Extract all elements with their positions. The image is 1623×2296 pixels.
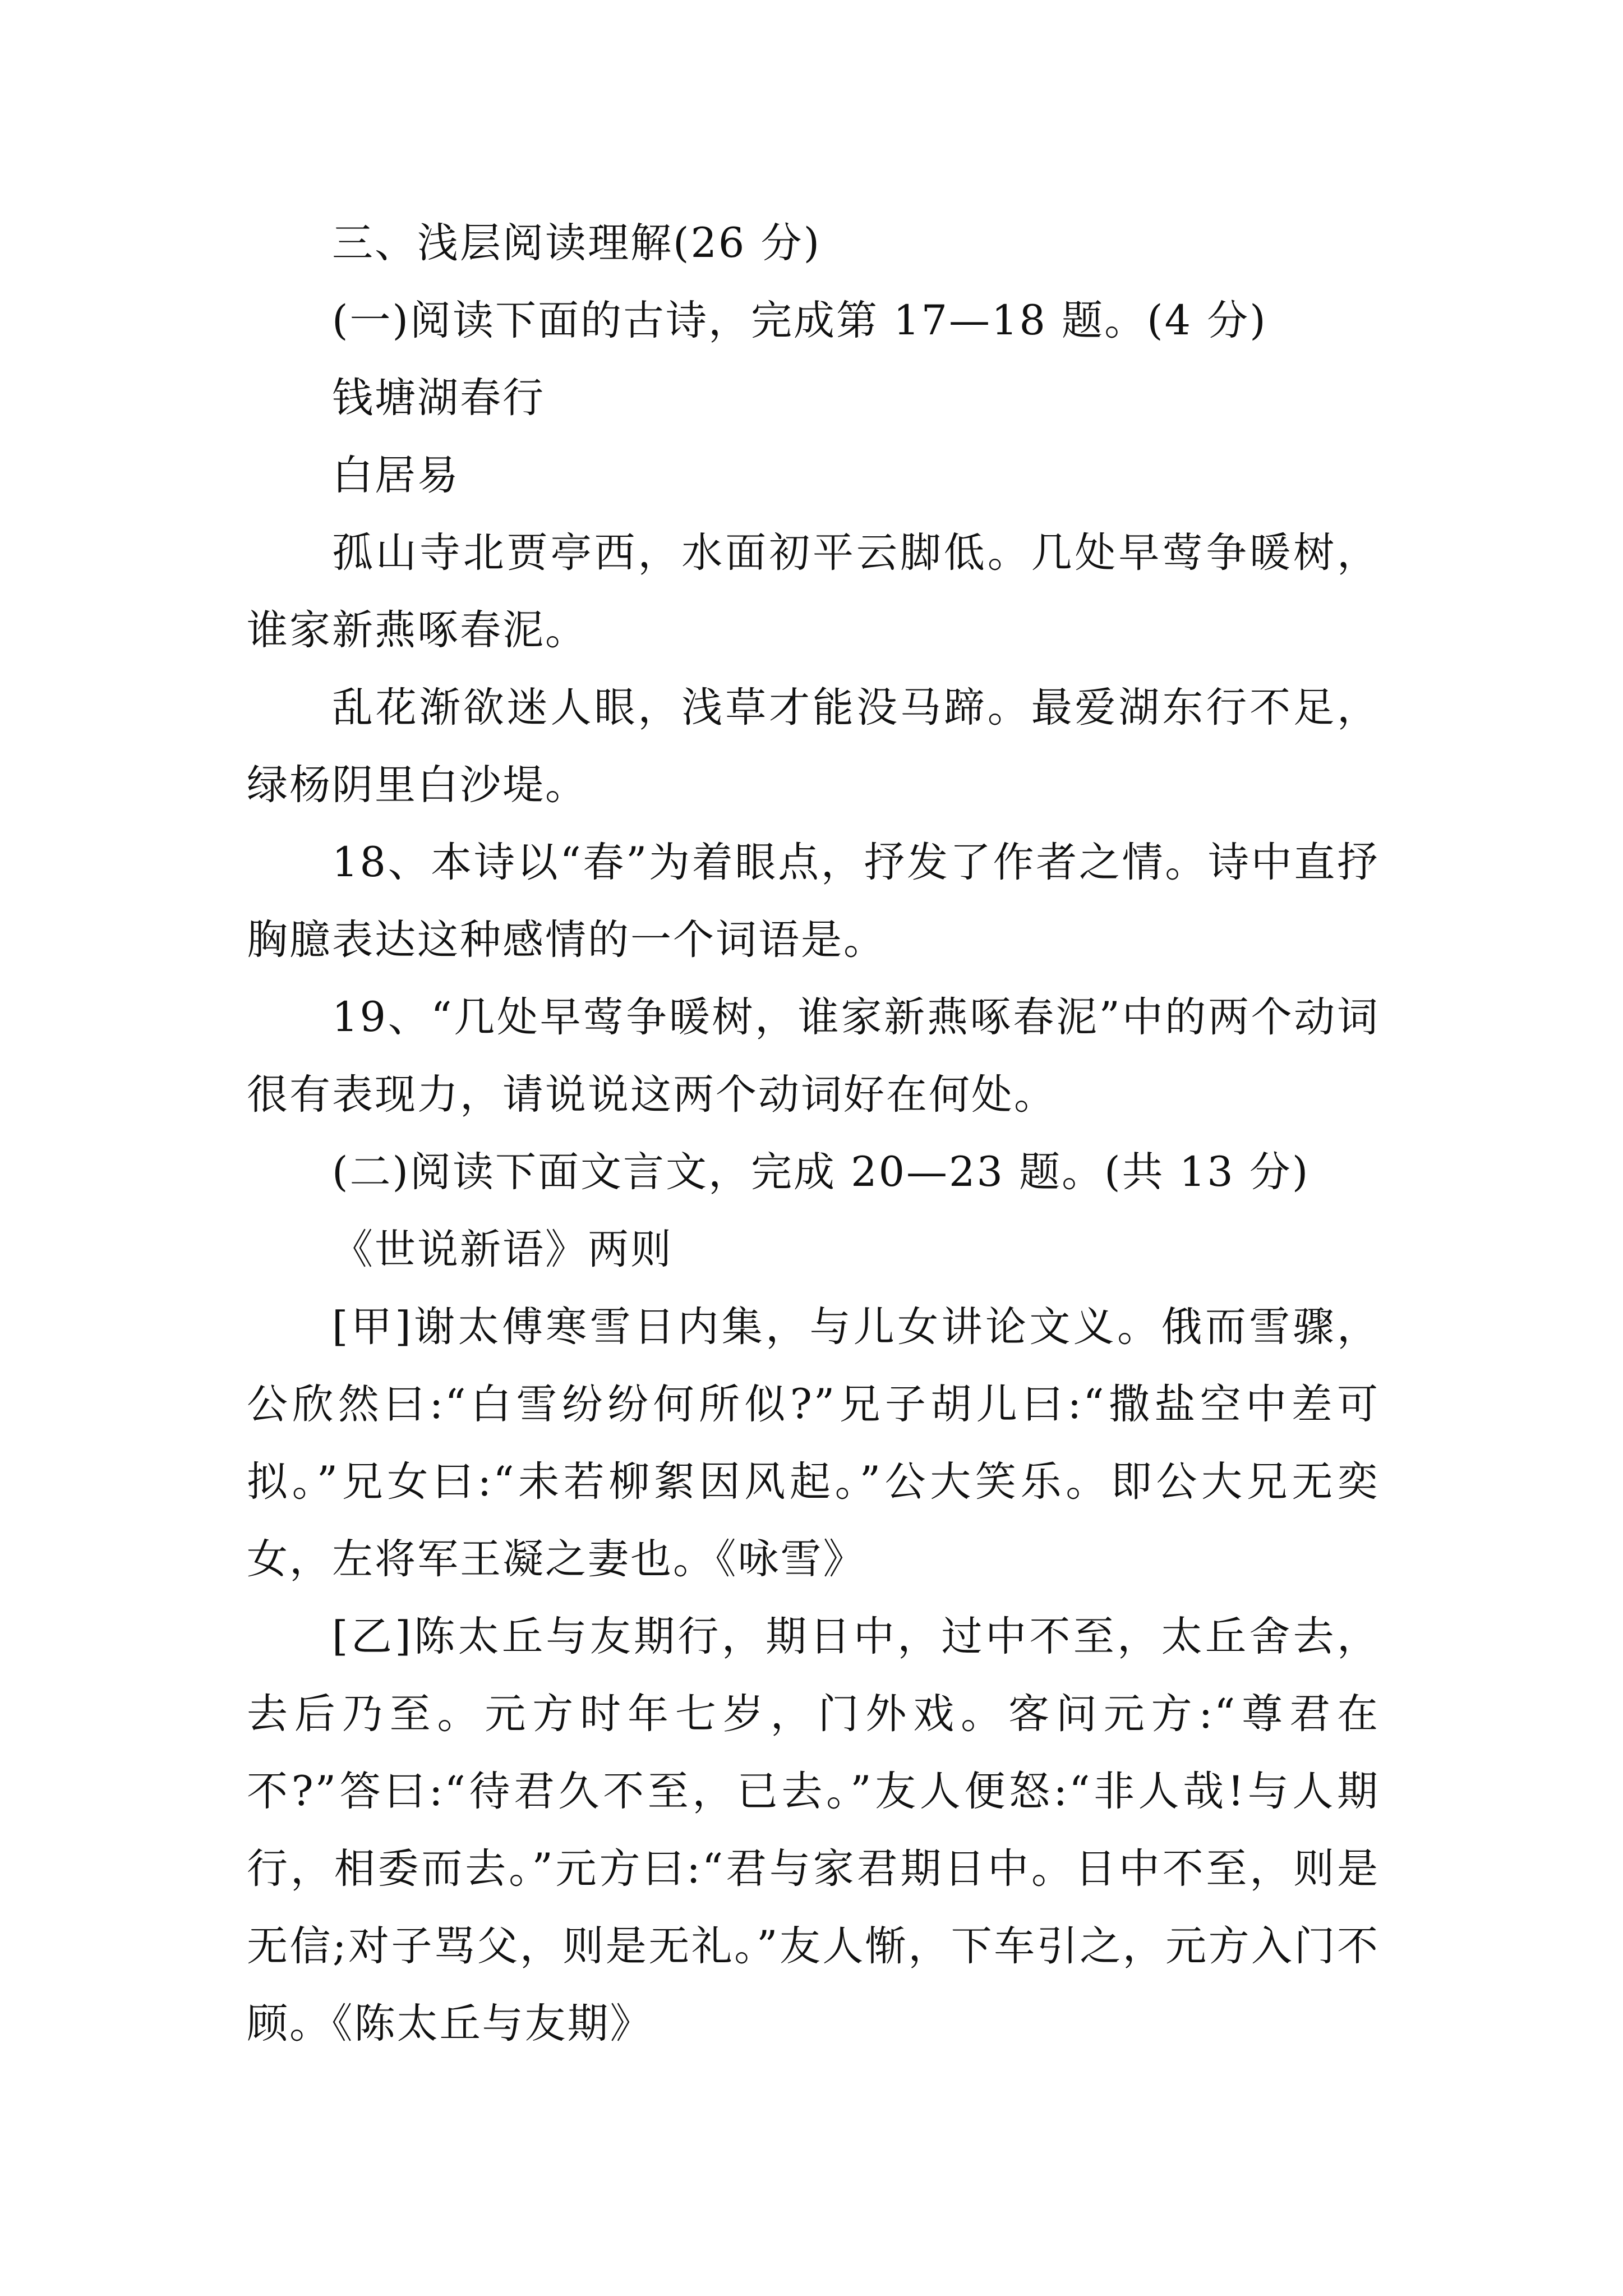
passage-b: [乙]陈太丘与友期行，期日中，过中不至，太丘舍去，去后乃至。元方时年七岁，门外戏。客问元方:“尊君在不?”答曰:“待君久不至，已去。”友人便怒:“非人哉!与人期行，相委而去。”元方曰:“君与家君期日中。日中不至，则是无信;对子骂父，则是无礼。”友人惭，下车引之，元方入门不顾。《陈太丘与友期》 xyxy=(247,1613,1380,2047)
prose-title: 《世说新语》两则 xyxy=(332,1226,673,1273)
poem-stanza-2: 乱花渐欲迷人眼，浅草才能没马蹄。最爱湖东行不足，绿杨阴里白沙堤。 xyxy=(247,684,1380,809)
document-body xyxy=(247,205,1380,2063)
poem-author: 白居易 xyxy=(332,452,460,499)
question-19: 19、“几处早莺争暖树，谁家新燕啄春泥”中的两个动词很有表现力，请说说这两个动词好在何处。 xyxy=(247,993,1380,1119)
poem-instruction: (一)阅读下面的古诗，完成第 17—18 题。(4 分) xyxy=(332,297,1267,344)
prose-instruction: (二)阅读下面文言文，完成 20—23 题。(共 13 分) xyxy=(332,1148,1310,1196)
poem-stanza-1: 孤山寺北贾亭西，水面初平云脚低。几处早莺争暖树，谁家新燕啄春泥。 xyxy=(247,529,1380,654)
passage-a: [甲]谢太傅寒雪日内集，与儿女讲论文义。俄而雪骤，公欣然曰:“白雪纷纷何所似?”兄子胡儿曰:“撒盐空中差可拟。”兄女曰:“未若柳絮因风起。”公大笑乐。即公大兄无奕女，左将军王凝之妻也。《咏雪》 xyxy=(247,1303,1380,1583)
question-18: 18、本诗以“春”为着眼点，抒发了作者之情。诗中直抒胸臆表达这种感情的一个词语是。 xyxy=(247,839,1380,964)
poem-title: 钱塘湖春行 xyxy=(332,374,545,422)
section-heading: 三、浅层阅读理解(26 分) xyxy=(332,219,822,267)
